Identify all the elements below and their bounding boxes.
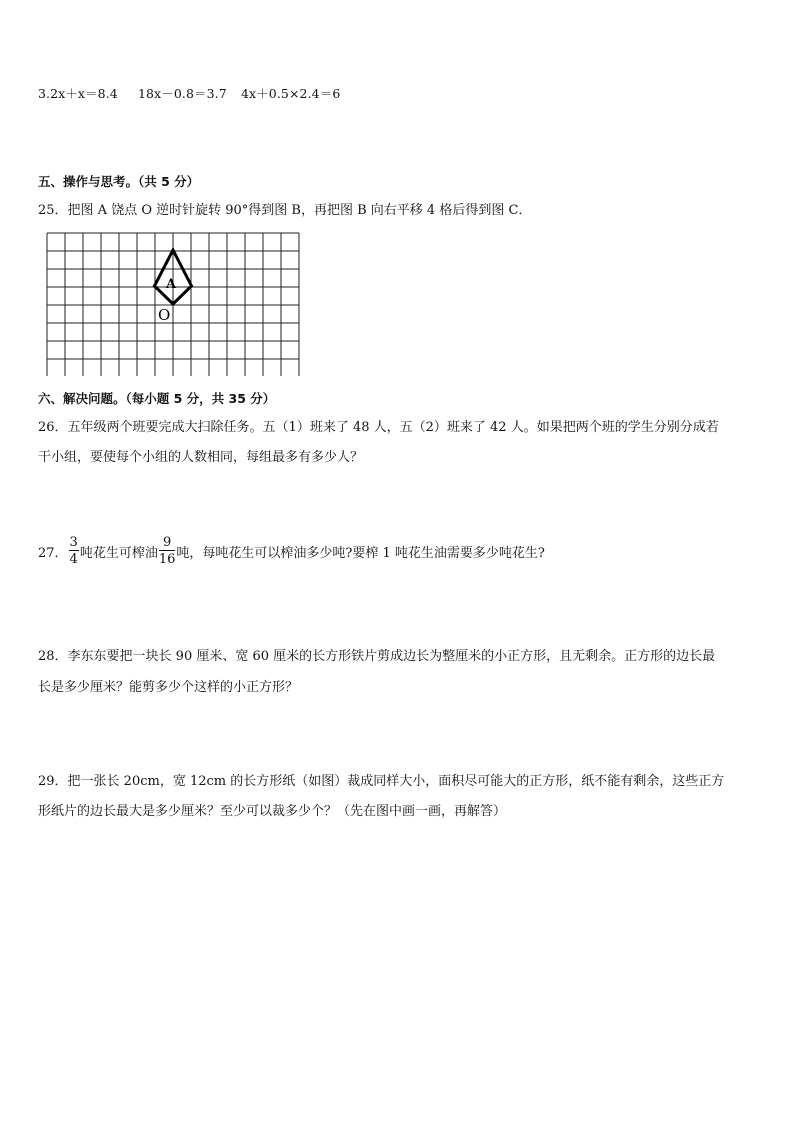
question-27-suffix: 吨，每吨花生可以榨油多少吨?要榨 1 吨花生油需要多少吨花生? xyxy=(176,545,545,561)
fraction-1-numerator: 3 xyxy=(69,535,78,550)
rotation-grid-figure xyxy=(46,232,300,376)
point-o-label: O xyxy=(158,306,171,324)
question-27-middle: 吨花生可榨油 xyxy=(79,545,158,561)
question-28-line-2: 长是多少厘米？能剪多少个这样的小正方形？ xyxy=(38,680,299,695)
equation-3: 4x＋0.5×2.4＝6 xyxy=(241,86,341,101)
question-27 xyxy=(38,536,545,566)
question-26-line-2: 干小组，要使每个小组的人数相同，每组最多有多少人？ xyxy=(38,450,364,465)
fraction-2-denominator: 16 xyxy=(158,552,176,567)
fraction-1-denominator: 4 xyxy=(69,552,78,567)
question-28-line-1: 28．李东东要把一块长 90 厘米、宽 60 厘米的长方形铁片剪成边长为整厘米的小正方形，且无剩余。正方形的边长最 xyxy=(38,649,716,664)
equation-2: 18x－0.8＝3.7 xyxy=(138,86,227,101)
question-25: 25．把图 A 饶点 O 逆时针旋转 90°得到图 B，再把图 B 向右平移 4 格后得到图 C． xyxy=(38,203,532,218)
fraction-nine-sixteenths xyxy=(159,536,176,566)
section-6-title: 六、解决问题。（每小题 5 分，共 35 分） xyxy=(38,391,276,406)
section-5-title: 五、操作与思考。（共 5 分） xyxy=(38,174,200,189)
fraction-2-numerator: 9 xyxy=(159,536,176,551)
question-27-prefix: 27． xyxy=(38,545,68,561)
shape-a-label: A xyxy=(166,277,177,292)
question-29-line-1: 29．把一张长 20cm，宽 12cm 的长方形纸（如图）裁成同样大小，面积尽可能大的正方形，纸不能有剩余，这些正方 xyxy=(38,774,725,789)
equation-1: 3.2x＋x＝8.4 xyxy=(38,86,118,101)
question-26-line-1: 26．五年级两个班要完成大扫除任务。五（1）班来了 48 人，五（2）班来了 42 人。如果把两个班的学生分别分成若 xyxy=(38,420,719,435)
question-29-line-2: 形纸片的边长最大是多少厘米？至少可以裁多少个？（先在图中画一画，再解答） xyxy=(38,804,507,819)
fraction-three-quarters xyxy=(69,536,79,566)
